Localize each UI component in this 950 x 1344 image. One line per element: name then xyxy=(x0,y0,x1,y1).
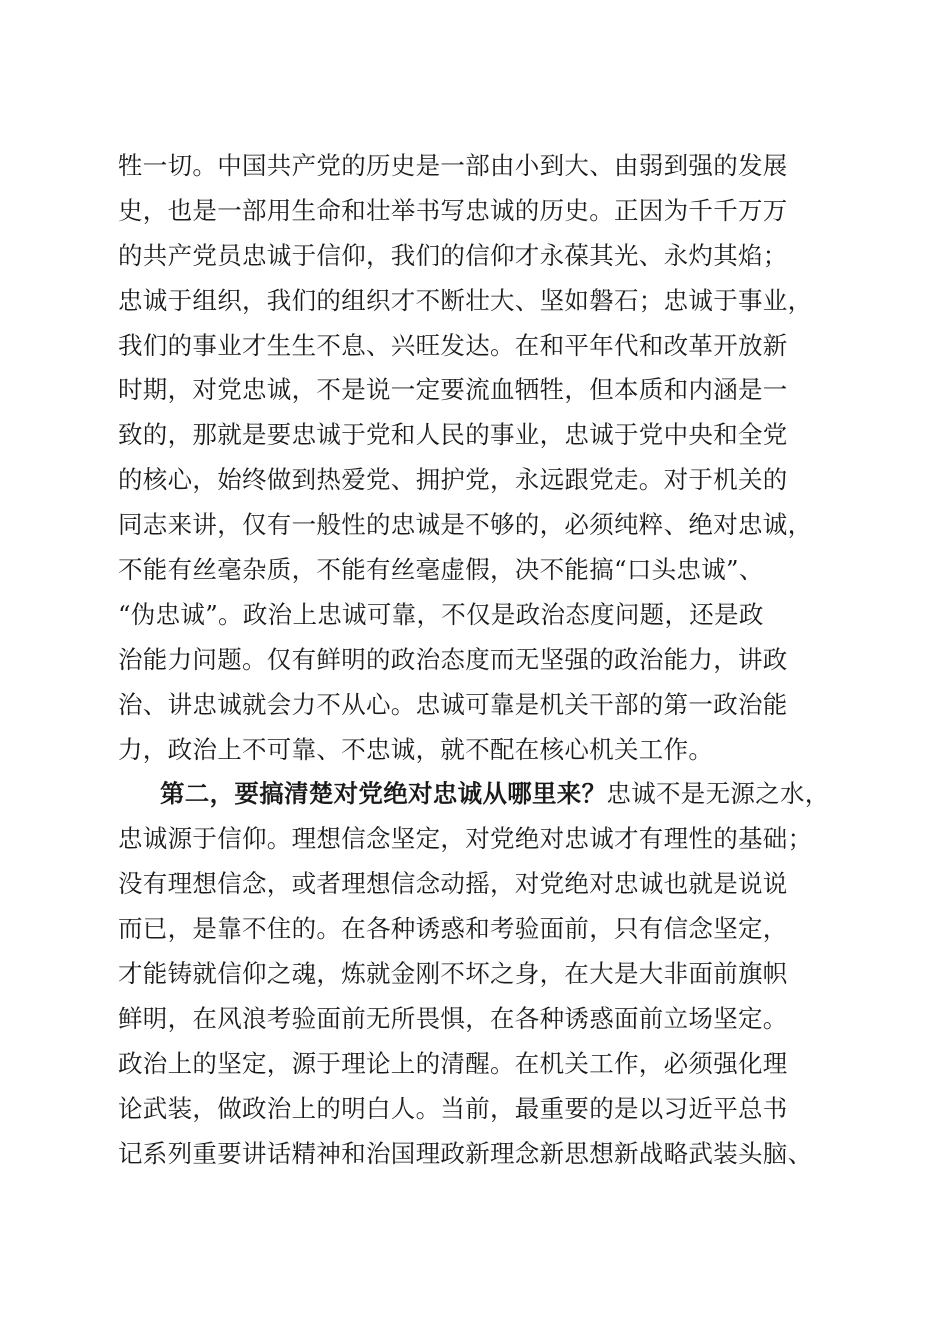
text-line: 治能力问题。仅有鲜明的政治态度而无坚强的政治能力，讲政 xyxy=(118,644,788,674)
body-text xyxy=(118,144,838,1176)
text-line: 史，也是一部用生命和壮举书写忠诚的历史。正因为千千万万 xyxy=(118,195,788,225)
section-heading: 第二，要搞清楚对党绝对忠诚从哪里来？ xyxy=(160,779,607,809)
text-line: “伪忠诚”。政治上忠诚可靠，不仅是政治态度问题，还是政 xyxy=(118,599,764,629)
section-heading-line xyxy=(118,772,838,817)
text-line: 没有理想信念，或者理想信念动摇，对党绝对忠诚也就是说说 xyxy=(118,869,788,899)
text-line: 忠诚于组织，我们的组织才不断壮大、坚如磐石；忠诚于事业， xyxy=(118,285,813,315)
text-line: 政治上的坚定，源于理论上的清醒。在机关工作，必须强化理 xyxy=(118,1048,788,1078)
text-line: 鲜明，在风浪考验面前无所畏惧，在各种诱惑面前立场坚定。 xyxy=(118,1003,788,1033)
text-line: 治、讲忠诚就会力不从心。忠诚可靠是机关干部的第一政治能 xyxy=(118,689,788,719)
text-line: 忠诚源于信仰。理想信念坚定，对党绝对忠诚才有理性的基础； xyxy=(118,824,813,854)
text-line: 论武装，做政治上的明白人。当前，最重要的是以习近平总书 xyxy=(118,1093,788,1123)
text-line: 的核心，始终做到热爱党、拥护党，永远跟党走。对于机关的 xyxy=(118,465,788,495)
text-line: 时期，对党忠诚，不是说一定要流血牺牲，但本质和内涵是一 xyxy=(118,375,788,405)
text-line: 力，政治上不可靠、不忠诚，就不配在核心机关工作。 xyxy=(118,734,714,764)
text-line: 我们的事业才生生不息、兴旺发达。在和平年代和改革开放新 xyxy=(118,330,788,360)
text-line: 牲一切。中国共产党的历史是一部由小到大、由弱到强的发展 xyxy=(118,151,788,180)
text-line: 才能铸就信仰之魂，炼就金刚不坏之身，在大是大非面前旗帜 xyxy=(118,959,788,989)
text-line: 记系列重要讲话精神和治国理政新理念新思想新战略武装头脑、 xyxy=(118,1138,813,1168)
text-line: 同志来讲，仅有一般性的忠诚是不够的，必须纯粹、绝对忠诚， xyxy=(118,510,813,540)
text-line: 不能有丝毫杂质，不能有丝毫虚假，决不能搞“口头忠诚”、 xyxy=(118,555,764,585)
text-line: 而已，是靠不住的。在各种诱惑和考验面前，只有信念坚定， xyxy=(118,914,788,944)
text-line: 致的，那就是要忠诚于党和人民的事业，忠诚于党中央和全党 xyxy=(118,420,788,450)
text-line: 的共产党员忠诚于信仰，我们的信仰才永葆其光、永灼其焰； xyxy=(118,240,788,270)
section-heading-rest: 忠诚不是无源之水， xyxy=(606,779,830,809)
